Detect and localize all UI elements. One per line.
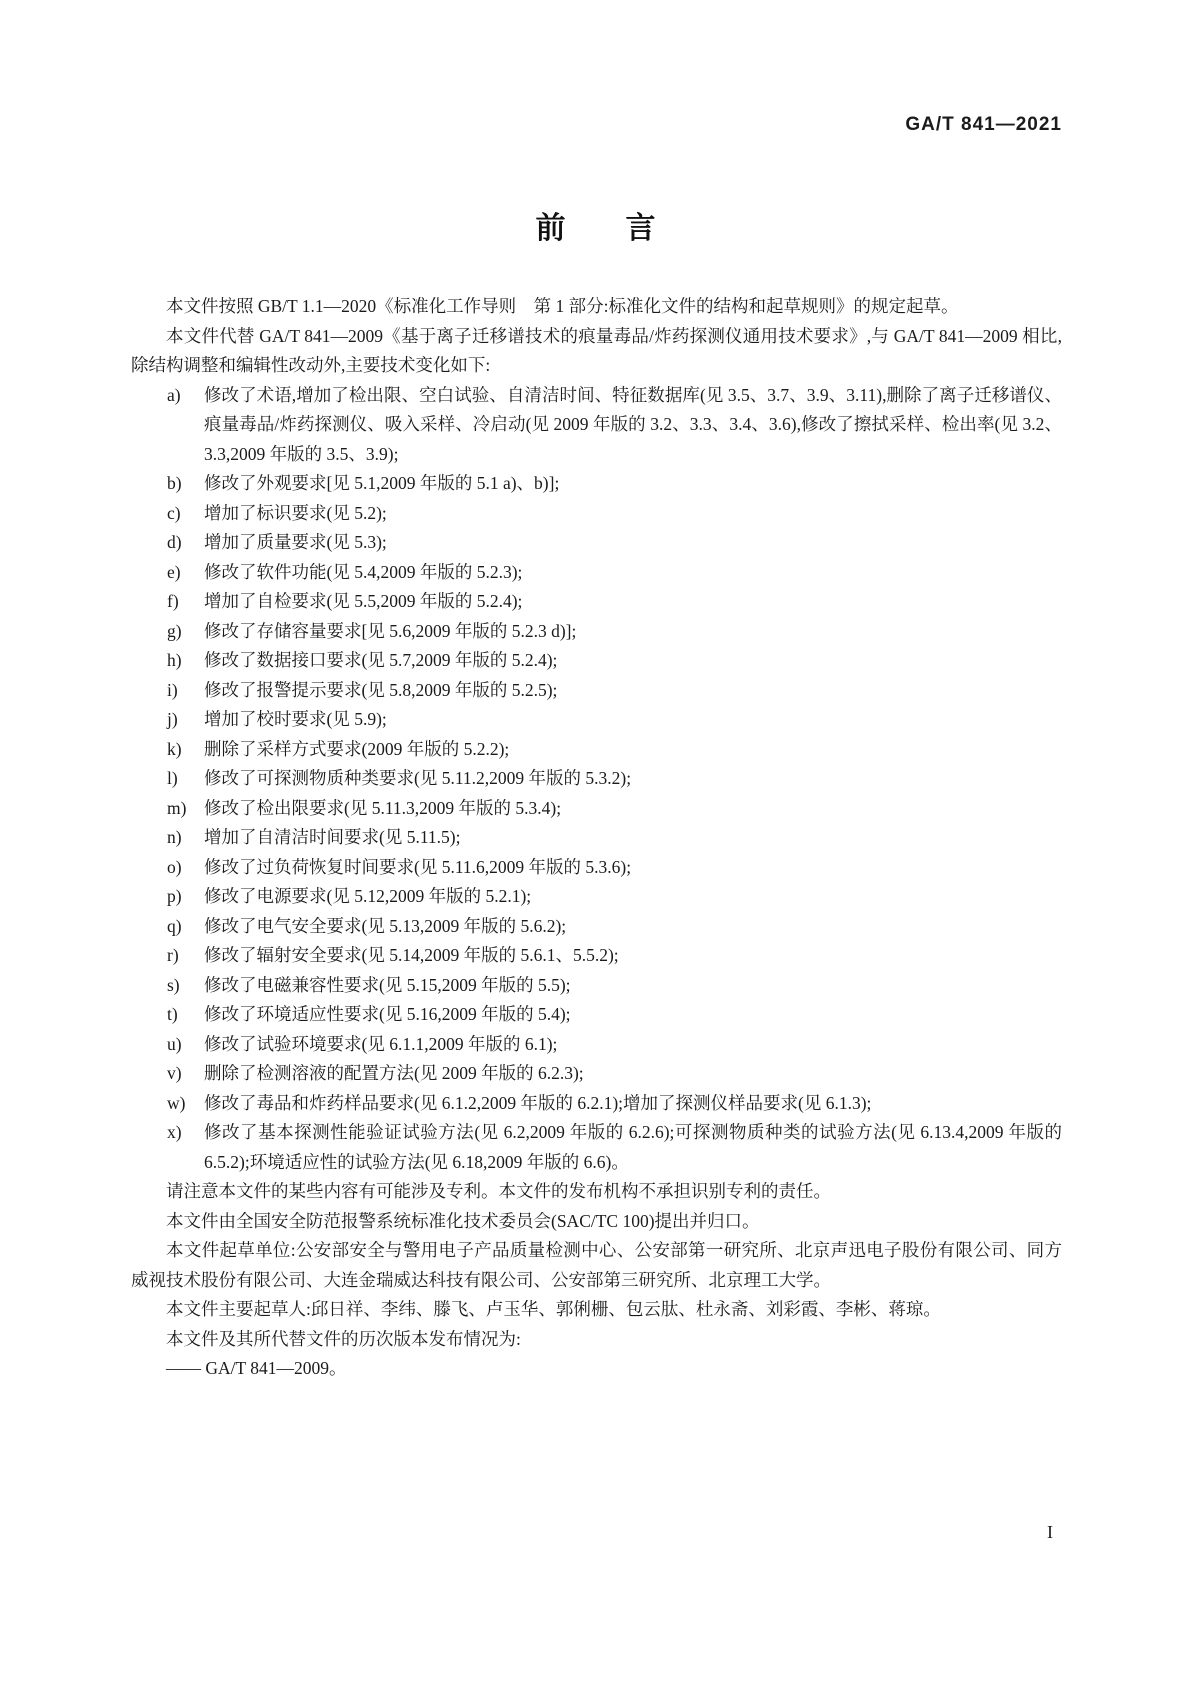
change-item-text: 增加了校时要求(见 5.9); <box>204 709 387 729</box>
change-item-label: f) <box>167 591 179 611</box>
change-item-text: 修改了软件功能(见 5.4,2009 年版的 5.2.3); <box>204 561 523 582</box>
change-item-label: a) <box>167 384 181 405</box>
change-item-label: e) <box>167 561 181 582</box>
change-item <box>131 469 1062 499</box>
page-number: I <box>1047 1522 1053 1542</box>
change-item <box>131 823 1062 853</box>
change-item-text: 删除了检测溶液的配置方法(见 2009 年版的 6.2.3); <box>204 1063 584 1083</box>
change-item-text: 增加了质量要求(见 5.3); <box>204 532 387 552</box>
change-item-label: j) <box>167 709 178 729</box>
closing-paragraph: 本文件及其所代替文件的历次版本发布情况为: <box>166 1328 521 1349</box>
change-item-label: v) <box>167 1063 182 1083</box>
change-item <box>131 912 1062 942</box>
change-item-label: q) <box>167 915 182 936</box>
change-item-label: r) <box>167 945 179 965</box>
change-item-label: w) <box>167 1092 186 1113</box>
closing-paragraph: 本文件由全国安全防范报警系统标准化技术委员会(SAC/TC 100)提出并归口。 <box>166 1210 760 1231</box>
change-item-text: 修改了环境适应性要求(见 5.16,2009 年版的 5.4); <box>204 1004 571 1024</box>
change-item-text: 修改了辐射安全要求(见 5.14,2009 年版的 5.6.1、5.5.2); <box>204 945 619 965</box>
change-item-label: n) <box>167 827 182 847</box>
change-item <box>131 1030 1062 1060</box>
change-item-label: b) <box>167 473 182 493</box>
change-item <box>131 499 1062 529</box>
change-item <box>131 1118 1062 1177</box>
change-item <box>131 587 1062 617</box>
change-item-text: 修改了报警提示要求(见 5.8,2009 年版的 5.2.5); <box>204 679 558 700</box>
change-item-text: 修改了存储容量要求[见 5.6,2009 年版的 5.2.3 d)]; <box>204 620 577 641</box>
change-item-text: 修改了试验环境要求(见 6.1.1,2009 年版的 6.1); <box>204 1033 558 1054</box>
change-item <box>131 1059 1062 1089</box>
change-item-text: 增加了自检要求(见 5.5,2009 年版的 5.2.4); <box>204 591 523 611</box>
page-title: 前 言 <box>535 212 656 245</box>
intro-paragraph: 本文件按照 GB/T 1.1—2020《标准化工作导则 第 1 部分:标准化文件的结构和起草规则》的规定起草。 <box>166 296 959 316</box>
change-item <box>131 853 1062 883</box>
change-item-text: 增加了标识要求(见 5.2); <box>204 502 387 523</box>
change-item <box>131 764 1062 794</box>
change-item-text: 修改了毒品和炸药样品要求(见 6.1.2,2009 年版的 6.2.1);增加了探测仪样品要求(见 6.1.3); <box>204 1092 872 1113</box>
change-item-text: 修改了电磁兼容性要求(见 5.15,2009 年版的 5.5); <box>204 974 571 995</box>
closing-paragraph: —— GA/T 841—2009。 <box>166 1358 347 1378</box>
doc-number: GA/T 841—2021 <box>905 114 1062 135</box>
change-item <box>131 1089 1062 1119</box>
change-item-label: h) <box>167 650 182 670</box>
change-item <box>131 705 1062 735</box>
change-item-label: l) <box>167 768 178 788</box>
intro-section <box>131 292 1062 381</box>
change-item-text: 修改了电气安全要求(见 5.13,2009 年版的 5.6.2); <box>204 915 567 936</box>
closing-paragraph: 本文件起草单位:公安部安全与警用电子产品质量检测中心、公安部第一研究所、北京声迅电子股份有限公司、同方威视技术股份有限公司、大连金瑞威达科技有限公司、公安部第三研究所、北京理工大学。 <box>131 1240 1062 1290</box>
change-item-label: i) <box>167 679 178 700</box>
closing-paragraph: 本文件主要起草人:邱日祥、李纬、滕飞、卢玉华、郭俐栅、包云肽、杜永斋、刘彩霞、李彬、蒋琼。 <box>166 1299 941 1319</box>
change-item <box>131 941 1062 971</box>
change-item-label: t) <box>167 1004 178 1024</box>
change-item-text: 修改了数据接口要求(见 5.7,2009 年版的 5.2.4); <box>204 650 558 670</box>
change-item-label: o) <box>167 856 182 877</box>
change-item-label: p) <box>167 886 182 906</box>
intro-paragraph: 本文件代替 GA/T 841—2009《基于离子迁移谱技术的痕量毒品/炸药探测仪通用技术要求》,与 GA/T 841—2009 相比,除结构调整和编辑性改动外,主要技术变化如下: <box>131 325 1062 375</box>
closing-section <box>131 1177 1062 1384</box>
change-item <box>131 617 1062 647</box>
change-item <box>131 646 1062 676</box>
change-item-text: 修改了检出限要求(见 5.11.3,2009 年版的 5.3.4); <box>204 797 562 818</box>
change-item <box>131 882 1062 912</box>
change-item-label: s) <box>167 974 180 995</box>
change-item-label: u) <box>167 1033 182 1054</box>
change-item-label: c) <box>167 502 181 523</box>
change-item-text: 修改了基本探测性能验证试验方法(见 6.2,2009 年版的 6.2.6);可探测物质种类的试验方法(见 6.13.4,2009 年版的 6.5.2);环境适应性的试验方法(见 6.18,2009 年版的 6.6)。 <box>204 1122 1062 1172</box>
change-item <box>131 735 1062 765</box>
change-item-text: 增加了自清洁时间要求(见 5.11.5); <box>204 827 461 847</box>
change-item-text: 修改了术语,增加了检出限、空白试验、自清洁时间、特征数据库(见 3.5、3.7、3.9、3.11),删除了离子迁移谱仪、痕量毒品/炸药探测仪、吸入采样、冷启动(见 2009 年版的 3.2、3.3、3.4、3.6),修改了擦拭采样、检出率(见 3.2、3.3,2009 年版的 3.5、3.9); <box>204 384 1062 464</box>
change-item <box>131 794 1062 824</box>
change-item <box>131 558 1062 588</box>
changes-list <box>131 381 1062 1178</box>
change-item-label: g) <box>167 620 182 641</box>
change-item <box>131 1000 1062 1030</box>
content <box>131 292 1062 1384</box>
change-item <box>131 528 1062 558</box>
change-item-text: 修改了电源要求(见 5.12,2009 年版的 5.2.1); <box>204 886 532 906</box>
change-item <box>131 381 1062 470</box>
change-item-text: 修改了外观要求[见 5.1,2009 年版的 5.1 a)、b)]; <box>204 473 560 493</box>
closing-paragraph: 请注意本文件的某些内容有可能涉及专利。本文件的发布机构不承担识别专利的责任。 <box>166 1181 831 1201</box>
change-item <box>131 676 1062 706</box>
change-item <box>131 971 1062 1001</box>
change-item-text: 修改了可探测物质种类要求(见 5.11.2,2009 年版的 5.3.2); <box>204 768 632 788</box>
change-item-label: d) <box>167 532 182 552</box>
change-item-text: 修改了过负荷恢复时间要求(见 5.11.6,2009 年版的 5.3.6); <box>204 856 632 877</box>
change-item-label: m) <box>167 797 187 818</box>
change-item-text: 删除了采样方式要求(2009 年版的 5.2.2); <box>204 738 510 759</box>
change-item-label: x) <box>167 1122 182 1142</box>
change-item-label: k) <box>167 738 182 759</box>
